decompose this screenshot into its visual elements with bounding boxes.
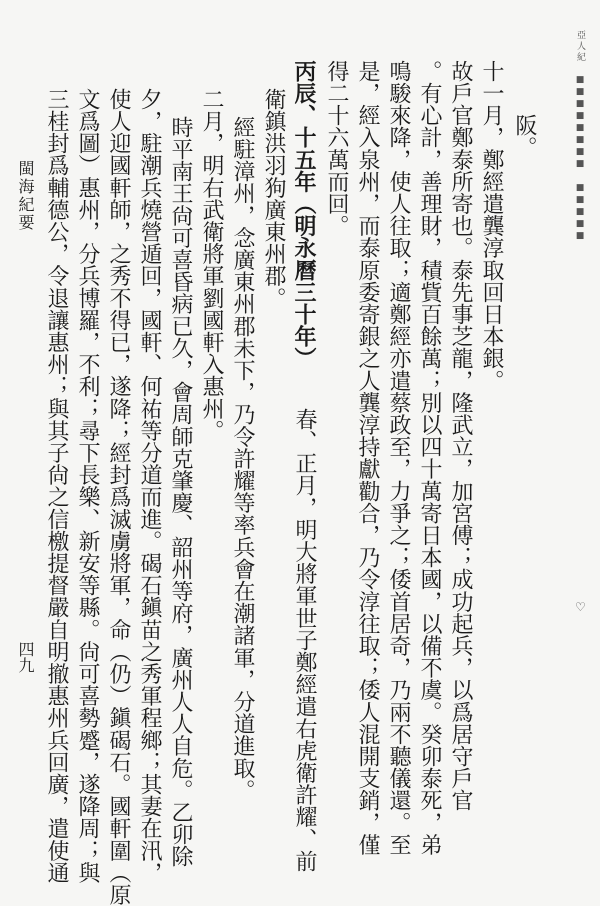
text-column-5: 鳴駿來降，使人往取；適鄭經亦遣蔡政至，力爭之；倭首居奇，乃兩不聽儀還。至 bbox=[386, 60, 411, 856]
text-column-10: 經駐漳州，念廣東州郡未下，乃令許耀等率兵會在潮諸軍，分道進取。 bbox=[230, 116, 255, 802]
text-column-1: 阪。 bbox=[512, 114, 537, 159]
text-column-8-heading: 丙辰、十五年（明永曆三十年） bbox=[291, 60, 317, 370]
text-column-11: 二月，明右武衛將軍劉國軒入惠州。 bbox=[199, 88, 224, 442]
page-mark: ♡ bbox=[575, 600, 586, 614]
book-title: 閩海紀要 bbox=[16, 160, 35, 232]
text-column-4: 。有心計，善理財，積貲百餘萬；別以四十萬寄日本國，以備不虞。癸卯泰死，弟 bbox=[417, 60, 442, 856]
text-column-14: 使人迎國軒師，之秀不得已，遂降；經封爲滅虜將軍，命（仍）鎭碣石。國軒圍（原 bbox=[106, 88, 131, 906]
text-column-9: 衛鎮洪羽狗廣東州郡。 bbox=[261, 88, 286, 309]
page-number: 四九 bbox=[16, 641, 35, 673]
text-column-16: 三桂封爲輔德公，令退讓惠州；與其子尙之信檄提督嚴自明撤惠州兵回廣，遣使通 bbox=[44, 88, 69, 884]
text-column-12: 時平南王尙可喜昏病已久，會周師克肇慶、韶州等府，廣州人人自危。乙卯除 bbox=[168, 116, 193, 868]
text-column-7: 得二十六萬而回。 bbox=[324, 60, 349, 237]
text-column-3: 故戶官鄭泰所寄也。泰先事芝龍，隆武立，加宮傅；成功起兵，以爲居守戶官 bbox=[448, 60, 473, 812]
text-column-15: 文爲圖）惠州，分兵博羅，不利；尋下長樂、新安等縣。尙可喜勢蹙，遂降周；與 bbox=[75, 88, 100, 884]
text-column-2: 十一月，鄭經遣龔淳取回日本銀。 bbox=[479, 60, 504, 392]
text-column-6: 是，經入泉州，而泰原委寄銀之人龔淳持獻勸合，乃令淳往取；倭人混開支銷，僅 bbox=[355, 60, 380, 856]
side-strip: 亞人紀 ■■■■■■■■ ■■■■■ bbox=[575, 30, 585, 243]
text-column-8-tail: 春、正月，明大將軍世子鄭經遣右虎衛許耀、前 bbox=[292, 408, 317, 873]
text-column-13: 夕，駐潮兵燒營遁回，國軒、何祐等分道而進。碣石鎭苗之秀軍程鄉；其妻在汛， bbox=[137, 88, 162, 884]
